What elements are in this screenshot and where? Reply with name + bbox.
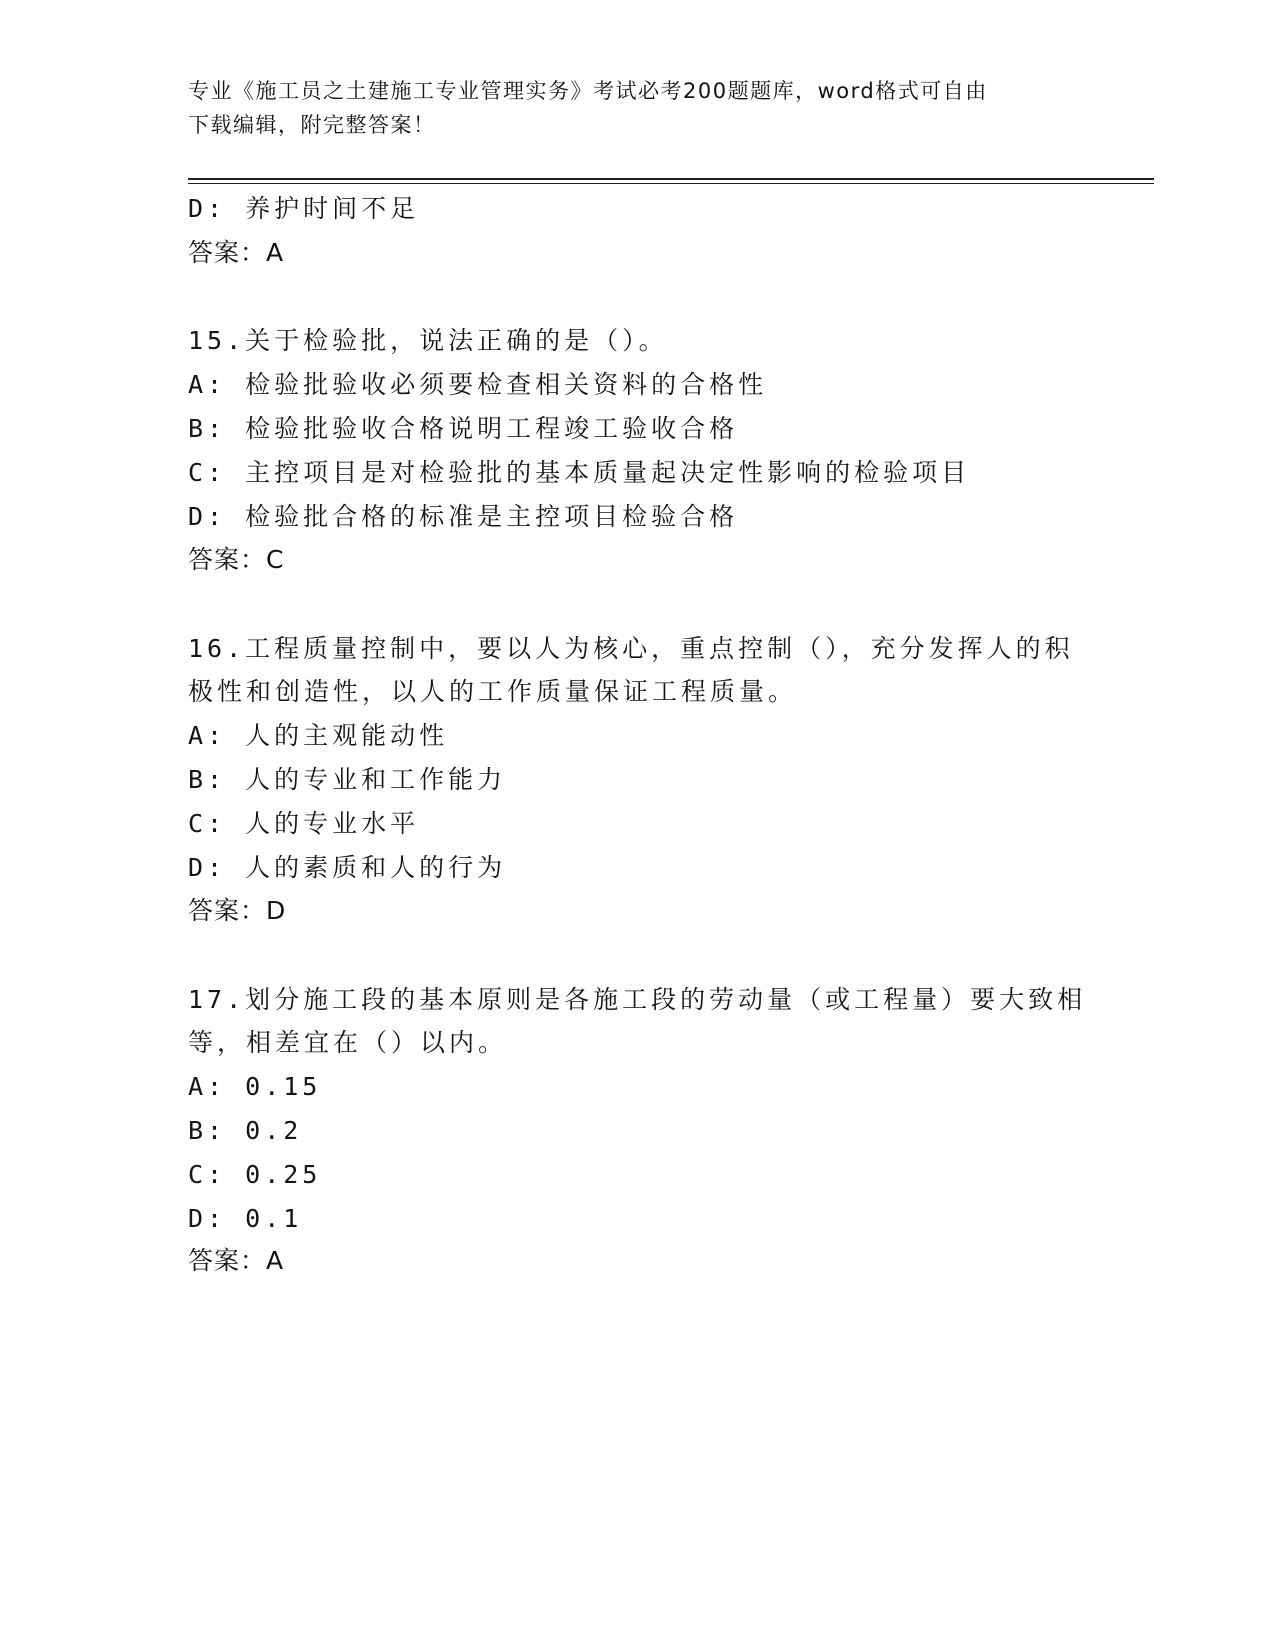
- question-15-option-d: D: 检验批合格的标准是主控项目检验合格: [188, 502, 739, 531]
- question-17-option-c: C: 0.25: [188, 1160, 322, 1189]
- question-16-stem-line-1: 16.工程质量控制中，要以人为核心，重点控制（），充分发挥人的积: [188, 634, 1074, 663]
- intro-line-2: 下载编辑，附完整答案！: [188, 113, 436, 137]
- question-15-option-c: C: 主控项目是对检验批的基本质量起决定性影响的检验项目: [188, 458, 971, 487]
- question-15-stem: 15.关于检验批，说法正确的是（）。: [188, 326, 668, 355]
- question-17-option-d: D: 0.1: [188, 1204, 303, 1233]
- question-17-option-a: A: 0.15: [188, 1072, 322, 1101]
- question-16-option-a: A: 人的主观能动性: [188, 721, 449, 750]
- document-intro: [188, 74, 1068, 142]
- question-17-answer: 答案：A: [188, 1246, 285, 1275]
- question-16-option-b: B: 人的专业和工作能力: [188, 765, 507, 794]
- question-15-answer: 答案：C: [188, 545, 285, 574]
- prev-question-option-d: D: 养护时间不足: [188, 194, 420, 223]
- question-16-option-c: C: 人的专业水平: [188, 809, 420, 838]
- question-17-stem-line-1: 17.划分施工段的基本原则是各施工段的劳动量（或工程量）要大致相: [188, 985, 1087, 1014]
- question-16-option-d: D: 人的素质和人的行为: [188, 853, 507, 882]
- prev-question-answer: 答案：A: [188, 238, 285, 267]
- question-17-option-b: B: 0.2: [188, 1116, 303, 1145]
- header-divider-thick: [188, 178, 1154, 180]
- question-16-stem-line-2: 极性和创造性，以人的工作质量保证工程质量。: [188, 677, 798, 706]
- question-16-answer: 答案：D: [188, 896, 287, 925]
- intro-line-1: 专业《施工员之土建施工专业管理实务》考试必考200题题库，word格式可自由: [188, 79, 988, 103]
- header-divider-thin: [188, 183, 1154, 184]
- question-15-option-a: A: 检验批验收必须要检查相关资料的合格性: [188, 370, 768, 399]
- question-17-stem-line-2: 等，相差宜在（）以内。: [188, 1028, 508, 1057]
- question-15-option-b: B: 检验批验收合格说明工程竣工验收合格: [188, 414, 739, 443]
